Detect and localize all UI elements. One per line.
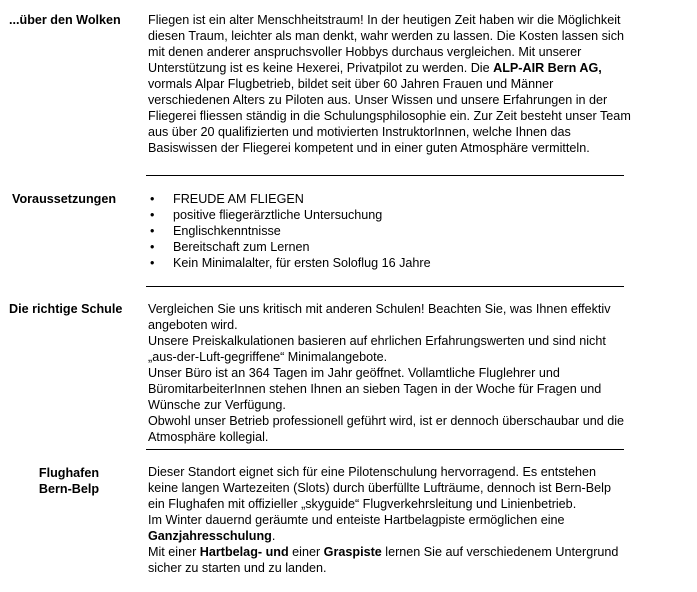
list-item: [148, 191, 431, 207]
list-item-text: positive fliegerärztliche Untersuchung: [173, 208, 383, 222]
requirements-list: [148, 191, 431, 271]
school-line: Vergleichen Sie uns kritisch mit anderen Schulen! Beachten Sie, was Ihnen effektiv angeboten wird.: [148, 302, 611, 332]
school-line: Obwohl unser Betrieb professionell geführt wird, ist er dennoch überschaubar und die Atmosphäre kollegial.: [148, 414, 625, 444]
airport-bold-text: Graspiste: [323, 545, 382, 559]
airport-paragraph-2: [148, 512, 626, 544]
list-item-text: Kein Minimalalter, für ersten Soloflug 16 Jahre: [173, 256, 431, 270]
airport-text-span: .: [271, 529, 276, 543]
school-line: Unser Büro ist an 364 Tagen im Jahr geöffnet. Vollamtliche Fluglehrer und BüromitarbeiterInnen stehen Ihnen an sieben Tagen in der Woche für Fragen und Wünsche zur Verfügung.: [148, 366, 602, 412]
list-item-text: FREUDE AM FLIEGEN: [173, 192, 304, 206]
airport-label-line1: Flughafen: [38, 466, 100, 480]
bullet-icon: •: [150, 208, 155, 222]
list-item: [148, 239, 431, 255]
list-item: [148, 255, 431, 271]
intro-paragraph: [148, 12, 633, 156]
intro-text-part1: Fliegen ist ein alter Menschheitstraum! In der heutigen Zeit haben wir die Möglichkeit diesen Traum, leichter als man denkt, wahr werden zu lassen. Die Kosten lassen sich mit denen anderer anspruchsvoller Hobbys durchaus vergleichen. Mit unserer Unterstützung ist es keine Hexerei, Privatpilot zu werden. Die: [148, 13, 624, 75]
airport-label-line2: Bern-Belp: [38, 482, 100, 496]
airport-text-span: Im Winter dauernd geräumte und enteiste Hartbelagpiste ermöglichen eine: [148, 513, 565, 527]
airport-text-span: Mit einer: [148, 545, 200, 559]
section-label-airport: [14, 465, 124, 497]
airport-bold-text: Hartbelag- und: [199, 545, 289, 559]
company-name: ALP-AIR Bern AG,: [493, 61, 602, 75]
school-line: Unsere Preiskalkulationen basieren auf ehrlichen Erfahrungswerten und sind nicht „aus-der-Luft-gegriffene“ Minimalangebote.: [148, 334, 606, 364]
section-label-school: Die richtige Schule: [9, 302, 123, 316]
airport-bold-text: Ganzjahresschulung: [148, 529, 272, 543]
section-label-requirements: Voraussetzungen: [12, 192, 117, 206]
bullet-icon: •: [150, 256, 155, 270]
intro-text-part2: vormals Alpar Flugbetrieb, bildet seit über 60 Jahren Frauen und Männer verschiedenen Alters zu Piloten aus. Unser Wissen und unsere Erfahrungen in der Fliegerei fliessen ständig in die Schulungsphilosophie ein. Zur Zeit besteht unser Team aus über 20 qualifizierten und motivierten InstruktorInnen, welche Ihnen das Basiswissen der Fliegerei kompetent und in einer guten Atmosphäre vermitteln.: [148, 77, 631, 155]
bullet-icon: •: [150, 224, 155, 238]
divider-1: [146, 175, 624, 176]
list-item: [148, 223, 431, 239]
list-item-text: Bereitschaft zum Lernen: [173, 240, 310, 254]
school-text: [148, 301, 626, 445]
divider-3: [146, 449, 624, 450]
section-label-intro: ...über den Wolken: [9, 13, 121, 27]
airport-text-span: lernen Sie auf verschiedenem Untergrund sicher zu starten und zu landen.: [148, 545, 619, 575]
list-item-text: Englischkenntnisse: [173, 224, 281, 238]
airport-text: [148, 464, 626, 576]
airport-text-span: einer: [288, 545, 324, 559]
bullet-icon: •: [150, 192, 155, 206]
list-item: [148, 207, 431, 223]
airport-paragraph-3: [148, 544, 626, 576]
bullet-icon: •: [150, 240, 155, 254]
airport-paragraph-1: Dieser Standort eignet sich für eine Pilotenschulung hervorragend. Es entstehen keine langen Wartezeiten (Slots) durch überfüllte Lufträume, dennoch ist Bern-Belp ein Flughafen mit offizieller „skyguide“ Flugverkehrsleitung und Linienbetrieb.: [148, 465, 611, 511]
divider-2: [146, 286, 624, 287]
